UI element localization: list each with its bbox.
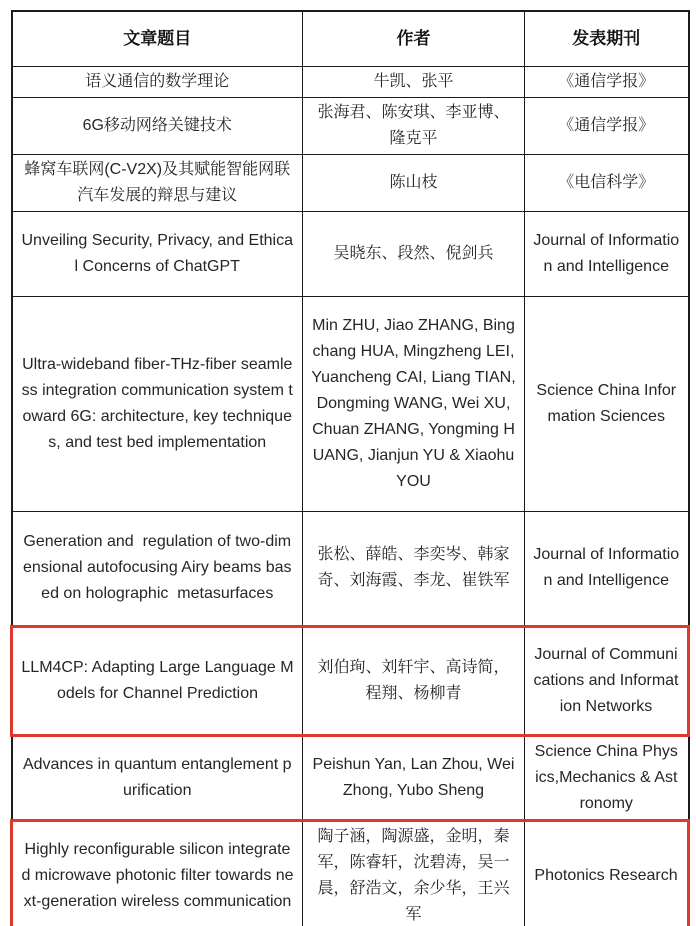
cell-authors: 陶子涵，陶源盛，金明，秦军，陈睿轩，沈碧涛，吴一晨，舒浩文，余少华，王兴军 <box>303 820 525 926</box>
header-cell-title: 文章题目 <box>12 11 303 66</box>
header-cell-authors: 作者 <box>303 11 525 66</box>
cell-journal: Science China Information Sciences <box>525 296 689 511</box>
table-row <box>12 154 689 211</box>
cell-journal: Photonics Research <box>525 820 689 926</box>
cell-authors: 吴晓东、段然、倪剑兵 <box>303 211 525 296</box>
cell-authors: 牛凯、张平 <box>303 66 525 97</box>
cell-article-title: Ultra-wideband fiber-THz-fiber seamless integration communication system toward 6G: architecture, key techniques, and test bed implementation <box>12 296 303 511</box>
articles-table <box>10 10 690 926</box>
table-row <box>12 511 689 626</box>
cell-journal: 《通信学报》 <box>525 97 689 154</box>
table-row <box>12 296 689 511</box>
table-row <box>12 211 689 296</box>
cell-journal: Journal of Information and Intelligence <box>525 511 689 626</box>
cell-journal: 《电信科学》 <box>525 154 689 211</box>
cell-authors: 陈山枝 <box>303 154 525 211</box>
cell-authors: 张松、薛皓、李奕岑、韩家奇、刘海霞、李龙、崔铁军 <box>303 511 525 626</box>
cell-article-title: 蜂窝车联网(C-V2X)及其赋能智能网联汽车发展的辩思与建议 <box>12 154 303 211</box>
cell-article-title: 语义通信的数学理论 <box>12 66 303 97</box>
cell-article-title: Highly reconfigurable silicon integrated microwave photonic filter towards next-generation wireless communication <box>12 820 303 926</box>
cell-article-title: LLM4CP: Adapting Large Language Models for Channel Prediction <box>12 626 303 735</box>
table-body <box>12 66 689 926</box>
cell-journal: Journal of Information and Intelligence <box>525 211 689 296</box>
cell-article-title: Unveiling Security, Privacy, and Ethical Concerns of ChatGPT <box>12 211 303 296</box>
cell-article-title: Advances in quantum entanglement purification <box>12 735 303 820</box>
table-row <box>12 97 689 154</box>
cell-journal: 《通信学报》 <box>525 66 689 97</box>
cell-article-title: Generation and regulation of two-dimensional autofocusing Airy beams based on holographic metasurfaces <box>12 511 303 626</box>
header-cell-journal: 发表期刊 <box>525 11 689 66</box>
cell-authors: Peishun Yan, Lan Zhou, Wei Zhong, Yubo Sheng <box>303 735 525 820</box>
table-header-row <box>12 11 689 66</box>
table-row <box>12 735 689 820</box>
cell-article-title: 6G移动网络关键技术 <box>12 97 303 154</box>
table-row <box>12 66 689 97</box>
cell-journal: Journal of Communications and Information Networks <box>525 626 689 735</box>
table-row <box>12 820 689 926</box>
cell-authors: 张海君、陈安琪、李亚博、隆克平 <box>303 97 525 154</box>
table-row <box>12 626 689 735</box>
cell-journal: Science China Physics,Mechanics & Astronomy <box>525 735 689 820</box>
cell-authors: Min ZHU, Jiao ZHANG, Bingchang HUA, Mingzheng LEI, Yuancheng CAI, Liang TIAN, Dongming WANG, Wei XU, Chuan ZHANG, Yongming HUANG, Jianjun YU & Xiaohu YOU <box>303 296 525 511</box>
cell-authors: 刘伯珣、刘轩宇、高诗简，程翔、杨柳青 <box>303 626 525 735</box>
